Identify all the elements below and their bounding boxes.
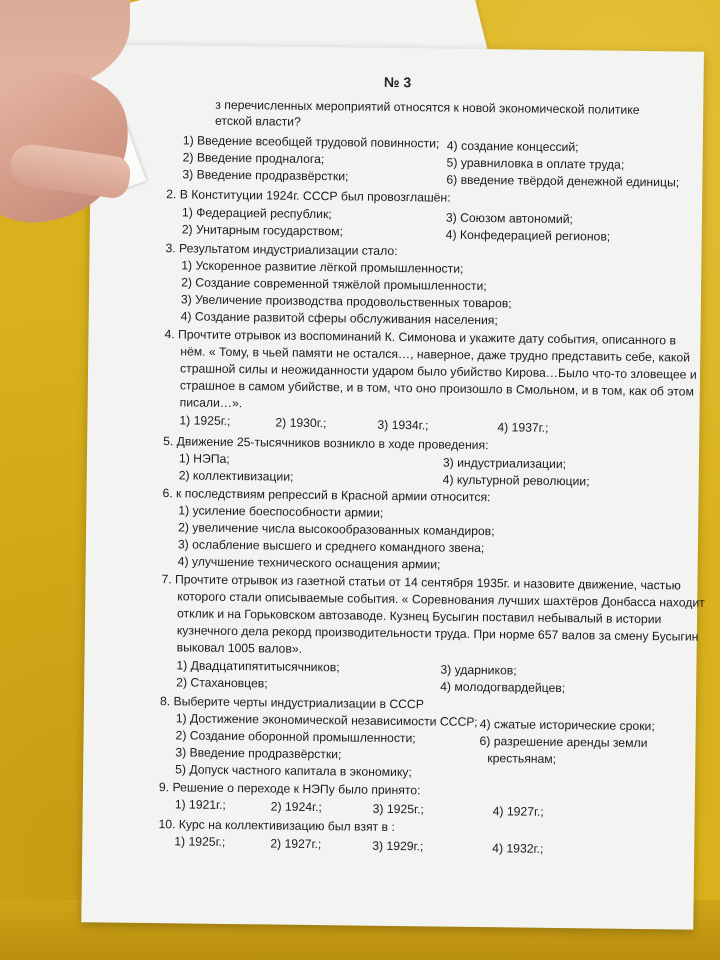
text-line: 6) введение твёрдой денежной единицы; bbox=[446, 172, 680, 190]
sheet-title: № 3 bbox=[383, 73, 412, 91]
text-line: 10. Курс на коллективизацию был взят в : bbox=[158, 817, 395, 835]
text-line: 3) 1925г.; bbox=[372, 801, 424, 817]
text-line: крестьянам; bbox=[487, 751, 557, 766]
text-line: 3) Введение продразвёрстки; bbox=[182, 167, 349, 184]
text-line: 4) 1927г.; bbox=[492, 804, 544, 819]
text-line: 3) ослабление высшего и среднего командного звена; bbox=[177, 537, 485, 556]
text-line: 1) усиление боеспособности армии; bbox=[178, 503, 384, 520]
text-line: 1) 1925г.; bbox=[179, 413, 231, 428]
text-line: 3) Введение продразвёрстки; bbox=[175, 745, 342, 762]
text-line: 6) разрешение аренды земли bbox=[479, 734, 648, 751]
text-line: 1) НЭПа; bbox=[178, 451, 230, 466]
text-line: 1) 1925г.; bbox=[174, 834, 226, 849]
text-line: 2) Унитарным государством; bbox=[181, 222, 344, 239]
text-line: кузнечного дела рекорд производительности труда. При норме 657 валов за смену Бусыгин bbox=[176, 623, 699, 644]
text-line: 4) Создание развитой сферы обслуживания населения; bbox=[180, 309, 498, 328]
sheet-text bbox=[81, 44, 704, 929]
text-line: 1) Введение всеобщей трудовой повинности; bbox=[182, 133, 440, 151]
text-line: 2) Создание оборонной промышленности; bbox=[175, 728, 416, 746]
text-line: 2) Стахановцев; bbox=[176, 675, 268, 691]
text-line: 1) 1921г.; bbox=[174, 797, 226, 812]
text-line: 2) 1924г.; bbox=[270, 799, 322, 815]
text-line: етской власти? bbox=[215, 113, 301, 129]
text-line: 2) увеличение числа высокообразованных командиров; bbox=[178, 520, 495, 539]
text-line: 2) Создание современной тяжёлой промышленности; bbox=[181, 275, 487, 294]
text-line: 4. Прочтите отрывок из воспоминаний К. Симонова и укажите дату события, описанного в bbox=[164, 327, 677, 348]
text-line: 2) 1927г.; bbox=[270, 836, 322, 852]
text-line: 3) 1934г.; bbox=[377, 417, 429, 433]
text-line: 9. Решение о переходе к НЭПу было принято: bbox=[158, 780, 421, 798]
text-line: 4) сжатые исторические сроки; bbox=[479, 717, 655, 734]
text-line: 4) Конфедерацией регионов; bbox=[445, 227, 611, 244]
text-line: 1) Ускоренное развитие лёгкой промышленности; bbox=[181, 258, 464, 276]
text-line: 4) молодогвардейцев; bbox=[440, 679, 566, 696]
text-line: нём. « Тому, в чьей памяти не остался…, наверное, даже трудно представить себе, какой bbox=[180, 344, 691, 365]
text-line: 5. Движение 25-тысячников возникло в ходе проведения: bbox=[163, 434, 489, 453]
text-line: писали…». bbox=[179, 395, 243, 411]
text-line: страшной силы и неожиданности ударом было убийство Кирова…Было что-то зловещее и bbox=[179, 361, 697, 382]
text-line: з перечисленных мероприятий относятся к новой экономической политике bbox=[215, 97, 640, 117]
text-line: 1) Федерацией республик; bbox=[181, 205, 332, 222]
text-line: 8. Выберите черты индустриализации в СССР bbox=[159, 694, 425, 712]
text-line: 2) 1930г.; bbox=[275, 415, 327, 431]
text-line: 2. В Конституции 1924г. СССР был провозглашён: bbox=[166, 187, 451, 205]
text-line: 4) культурной революции; bbox=[442, 472, 590, 489]
text-line: 3. Результатом индустриализации стало: bbox=[165, 241, 398, 259]
text-line: 1) Двадцатипятитысячников; bbox=[176, 658, 340, 675]
text-line: 5) уравниловка в оплате труда; bbox=[446, 155, 625, 172]
text-line: 4) улучшение технического оснащения армии; bbox=[177, 554, 441, 572]
text-line: выковал 1005 валов». bbox=[176, 640, 303, 656]
text-line: 6. к последствиям репрессий в Красной армии относится: bbox=[162, 486, 491, 505]
text-line: 4) 1937г.; bbox=[497, 420, 549, 435]
text-line: 4) 1932г.; bbox=[492, 841, 544, 856]
text-line: 4) создание концессий; bbox=[446, 138, 579, 155]
text-line: 3) Союзом автономий; bbox=[445, 210, 574, 227]
text-line: 5) Допуск частного капитала в экономику; bbox=[175, 762, 412, 780]
text-line: которого стали описываемые события. « Соревнования лучших шахтёров Донбасса находит bbox=[177, 589, 705, 610]
text-line: страшное в самом убийстве, и в том, что оно произошло в Смольном, и в том, как об этом bbox=[179, 378, 694, 399]
text-line: отклик и на Горьковском автозаводе. Кузнец Бусыгин поставил небывалый в истории bbox=[176, 606, 662, 627]
text-line: 3) Увеличение производства продовольственных товаров; bbox=[180, 292, 512, 311]
text-line: 3) 1929г.; bbox=[372, 838, 424, 854]
text-line: 7. Прочтите отрывок из газетной статьи от 14 сентября 1935г. и назовите движение, частью bbox=[161, 572, 681, 593]
text-line: 3) индустриализации; bbox=[442, 455, 567, 472]
text-line: 3) ударников; bbox=[440, 662, 517, 678]
text-line: 1) Достижение экономической независимости СССР; bbox=[175, 711, 478, 730]
text-line: 2) коллективизации; bbox=[178, 468, 294, 484]
text-line: 2) Введение продналога; bbox=[182, 150, 325, 167]
test-sheet bbox=[81, 44, 704, 929]
